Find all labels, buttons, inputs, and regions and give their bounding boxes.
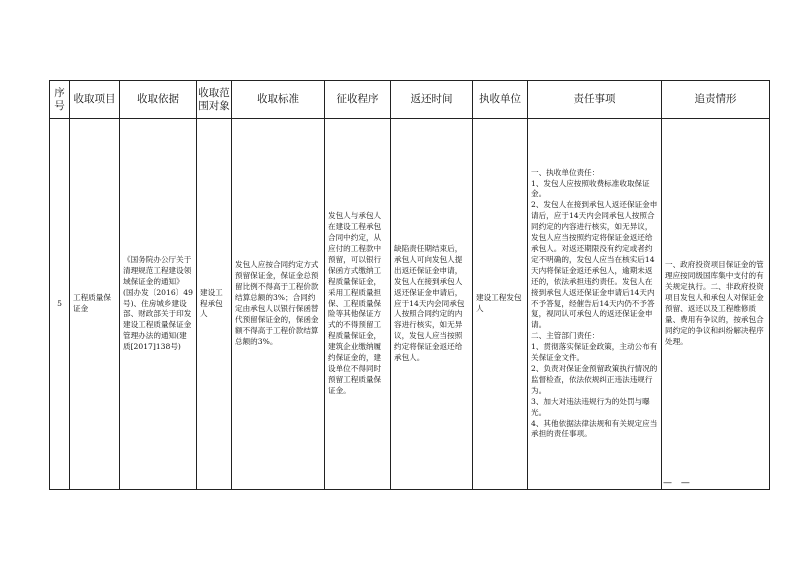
- duty-line: 1、贯彻落实保证金政策，主动公布有关保证金文件。: [531, 342, 658, 363]
- cell-seq: 5: [50, 119, 70, 490]
- fee-table: [49, 80, 770, 490]
- page-number-dash: — —: [663, 478, 693, 488]
- header-basis: 收取依据: [120, 81, 197, 119]
- cell-collector: 建设工程发包人: [473, 119, 528, 490]
- cell-refund-time: 缺陷责任期结束后，承包人可向发包人提出返还保证金申请，发包人在接到承包人返还保证金申请后，应于14天内会同承包人按照合同约定的内容进行核实，如无异议，发包人应当按照约定将保证金返还给承包人。: [391, 119, 473, 490]
- cell-duties: [528, 119, 662, 490]
- cell-accountability: 一、政府投资项目保证金的管理应按同级国库集中支付的有关规定执行。二、非政府投资项目发包人和承包人对保证金预留、返还以及工程维修质量、费用有争议的，按承包合同约定的争议和纠纷解决程序处理。: [662, 119, 770, 490]
- header-seq: 序号: [50, 81, 70, 119]
- duty-line: 1、发包人应按照收费标准收取保证金。: [531, 178, 650, 199]
- header-item: 收取项目: [70, 81, 120, 119]
- header-refund-time: 返还时间: [391, 81, 473, 119]
- duty-line: 4、其他依据法律法规和有关规定应当承担的责任事项。: [531, 418, 658, 439]
- header-scope: 收取范围对象: [197, 81, 232, 119]
- cell-basis: 《国务院办公厅关于清理规范工程建设领域保证金的通知》(国办发〔2016〕49号)、住房城乡建设部、财政部关于印发建设工程质量保证金管理办法的通知(建质[2017]138号): [120, 119, 197, 490]
- duty-line: 3、加大对违法违规行为的处罚与曝光。: [531, 396, 650, 417]
- header-duties: 责任事项: [528, 81, 662, 119]
- cell-procedure: 发包人与承包人在建设工程承包合同中约定，从应付的工程款中预留，可以银行保函方式缴纳工程质量保证金，采用工程质量担保、工程质量保险等其他保证方式的不得预留工程质量保证金，建筑企业缴纳履约保证金的，建设单位不得同时预留工程质量保证金。: [325, 119, 391, 490]
- duty-line: 二、主管部门责任：: [531, 331, 600, 341]
- header-collector: 执收单位: [473, 81, 528, 119]
- cell-standard: 发包人应按合同约定方式预留保证金，保证金总预留比例不得高于工程价款结算总额的3%；合同约定由承包人以银行保函替代预留保证金的，保函金额不得高于工程价款结算总额的3%。: [232, 119, 325, 490]
- duty-line: 2、发包人在接到承包人返还保证金申请后，应于14天内会同承包人按照合同约定的内容进行核实，如无异议，发包人应当按照约定将保证金返还给承包人。对返还期限没有约定或者约定不明确的，发包人应当在核实后14天内将保证金返还承包人，逾期未返还的，依法承担违约责任。发包人在接到承包人返还保证金申请后14天内不予答复，经催告后14天内仍不予答复，视同认可承包人的返还保证金申请。: [531, 200, 658, 330]
- cell-scope: 建设工程承包人: [197, 119, 232, 490]
- header-procedure: 征收程序: [325, 81, 391, 119]
- header-standard: 收取标准: [232, 81, 325, 119]
- header-accountability: 追责情形: [662, 81, 770, 119]
- cell-item: 工程质量保证金: [70, 119, 120, 490]
- header-row: [50, 81, 770, 119]
- duty-line: 2、负责对保证金预留政策执行情况的监督检查，依法依规纠正违法违规行为。: [531, 363, 658, 395]
- table-row: [50, 119, 770, 490]
- duty-line: 一、执收单位责任：: [531, 167, 600, 177]
